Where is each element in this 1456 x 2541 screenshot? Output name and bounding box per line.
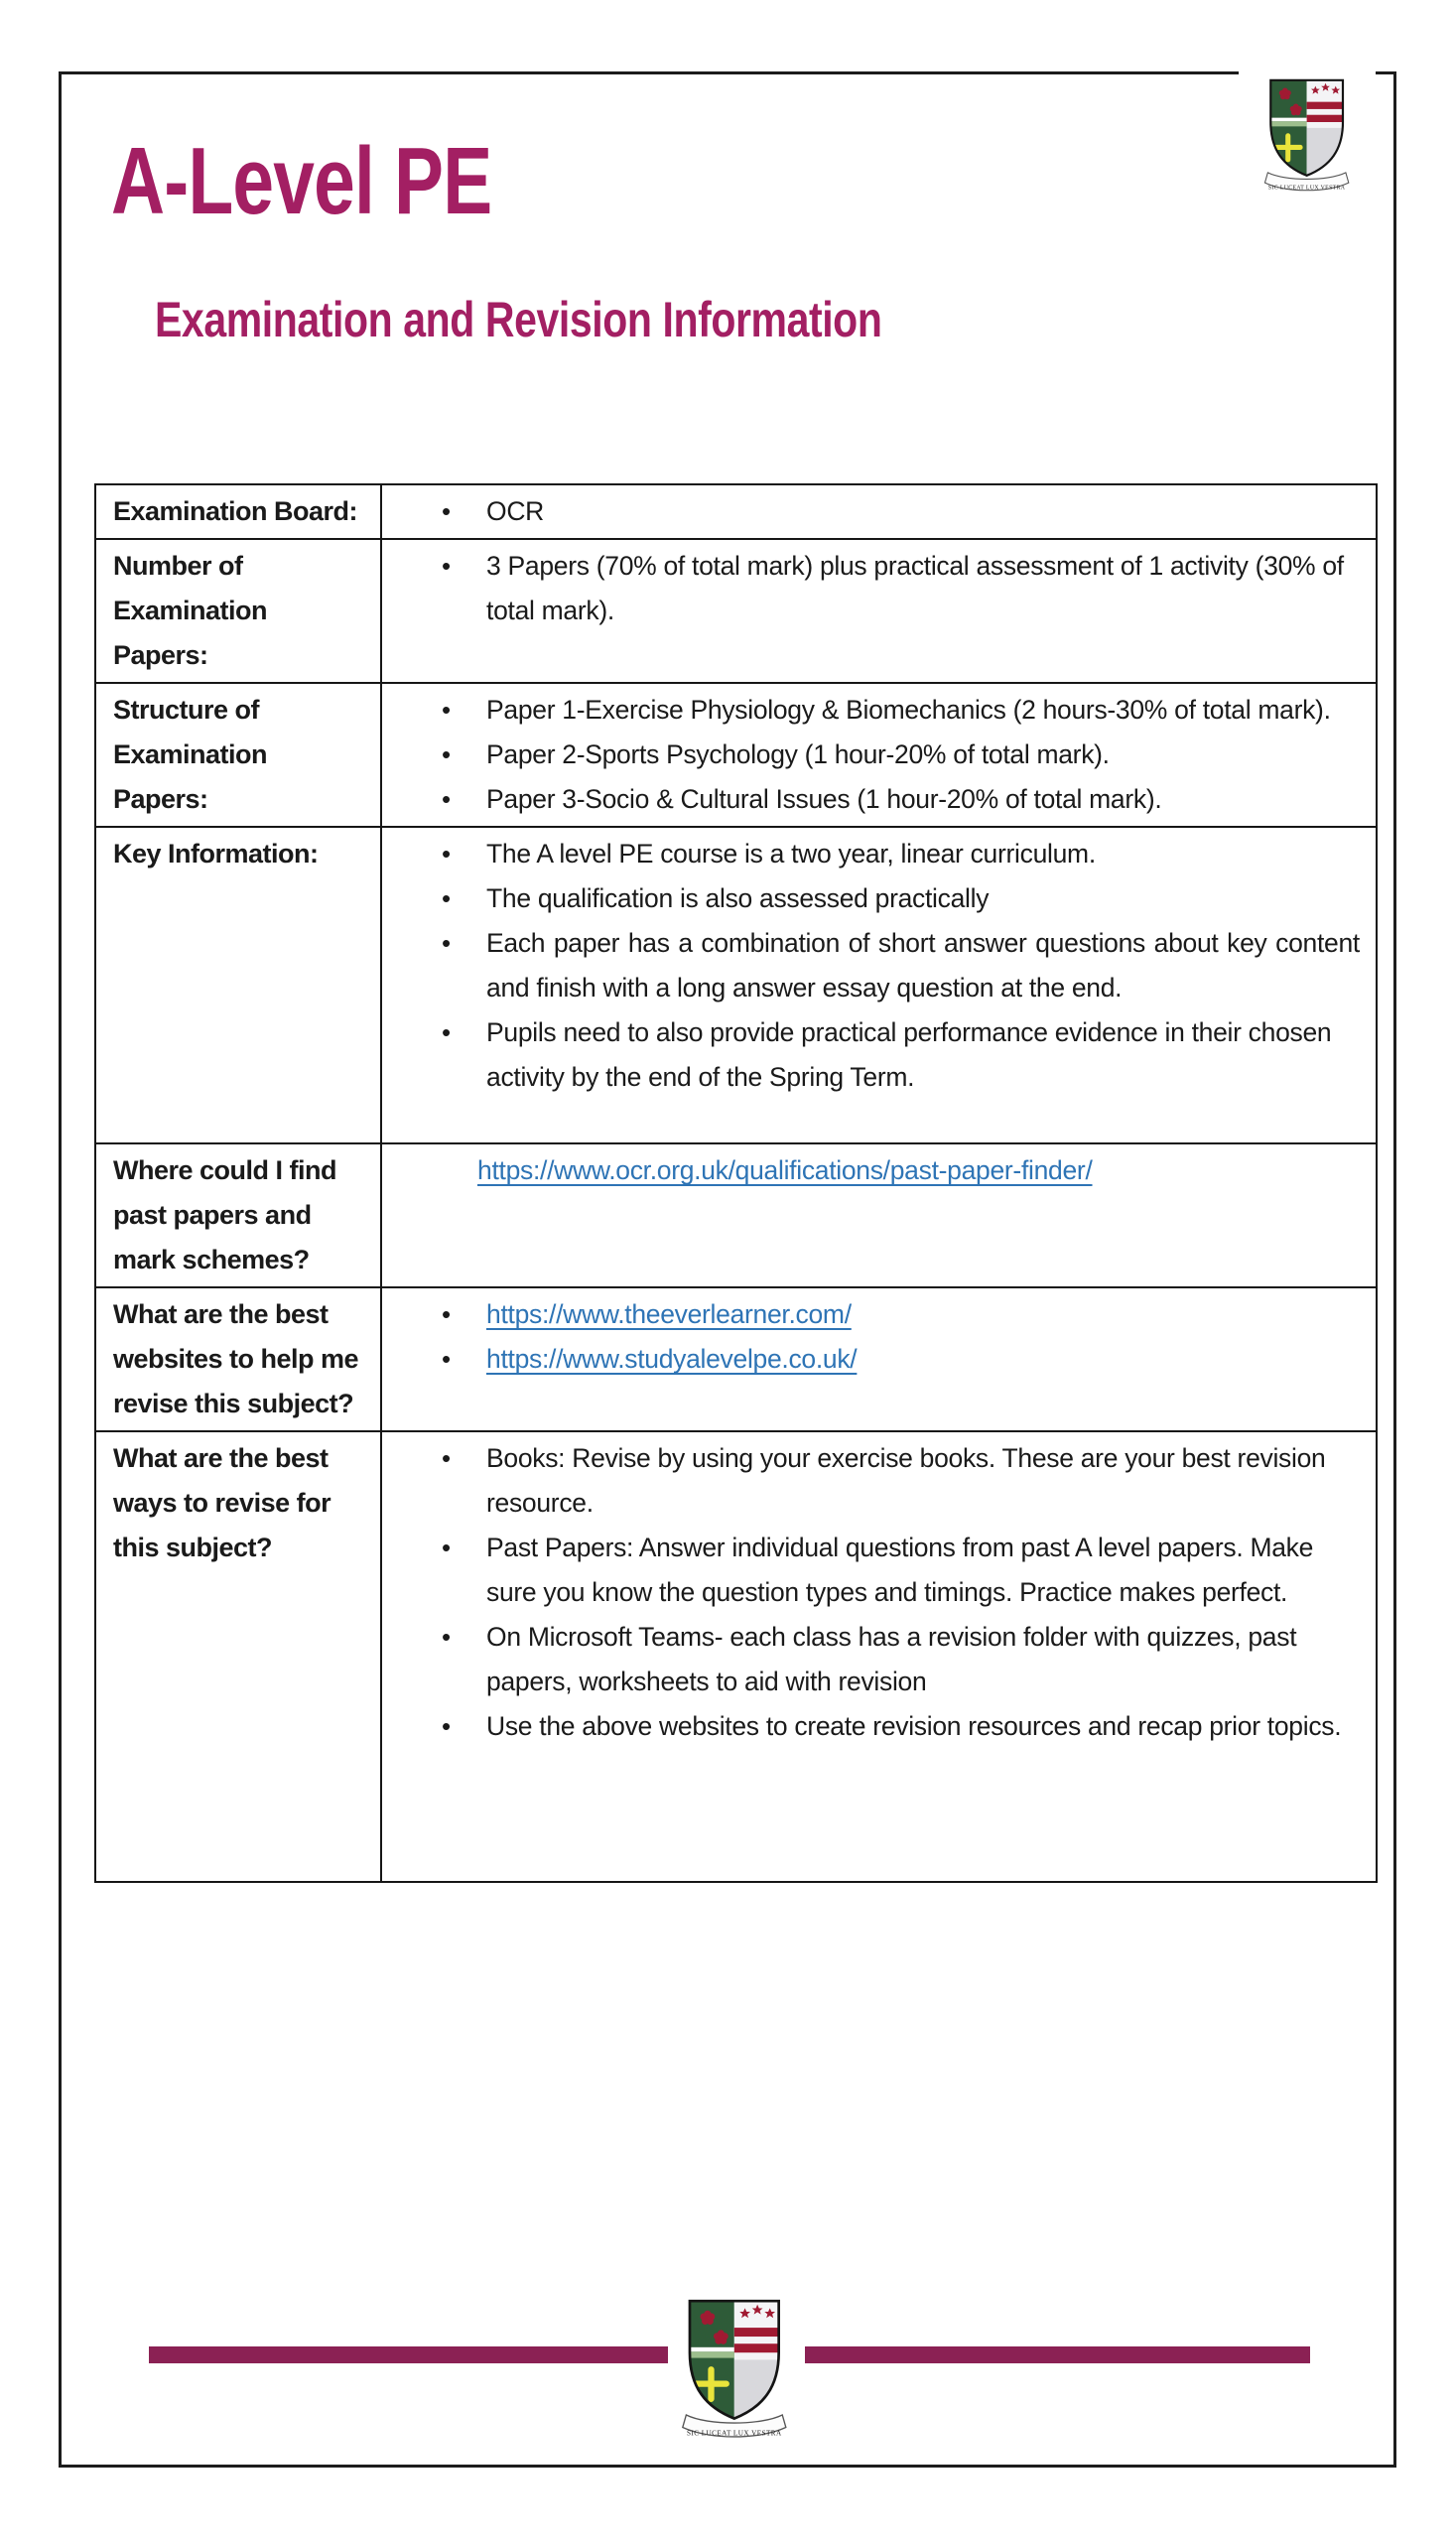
item-text: The A level PE course is a two year, linear curriculum.	[486, 839, 1096, 869]
bullet-icon: •	[442, 1299, 451, 1329]
row-label: What are the best ways to revise for this subject?	[96, 1432, 382, 1881]
page-border-frame	[59, 71, 1396, 2468]
bullet-icon: •	[442, 928, 451, 958]
content-item	[382, 876, 1360, 921]
content-item	[382, 489, 1360, 534]
row-label: Structure of Examination Papers:	[96, 684, 382, 826]
school-crest-footer	[670, 2294, 799, 2443]
hyperlink[interactable]: https://www.theeverlearner.com/	[486, 1299, 852, 1329]
bullet-icon: •	[442, 1443, 451, 1473]
exam-table	[94, 483, 1378, 1883]
bullet-icon: •	[442, 695, 451, 725]
content-item	[382, 1526, 1360, 1615]
content-item	[382, 1148, 1360, 1193]
hyperlink[interactable]: https://www.studyalevelpe.co.uk/	[486, 1344, 858, 1374]
table-row	[96, 485, 1376, 540]
table-row	[96, 684, 1376, 828]
table-row	[96, 828, 1376, 1144]
row-content	[382, 485, 1376, 538]
page-title: A-Level PE	[111, 128, 492, 234]
item-text: OCR	[486, 496, 544, 526]
bullet-icon: •	[442, 739, 451, 769]
item-text: Books: Revise by using your exercise books. These are your best revision resource.	[486, 1443, 1326, 1518]
table-row	[96, 540, 1376, 684]
row-content	[382, 1288, 1376, 1430]
row-content	[382, 684, 1376, 826]
school-crest-header	[1239, 70, 1376, 198]
item-text: Paper 2-Sports Psychology (1 hour-20% of total mark).	[486, 739, 1110, 769]
item-text: Each paper has a combination of short answer questions about key content and finish with a long answer essay question at the end.	[486, 928, 1360, 1003]
hyperlink[interactable]: https://www.ocr.org.uk/qualifications/past-paper-finder/	[477, 1155, 1093, 1185]
table-row	[96, 1432, 1376, 1881]
item-text: The qualification is also assessed practically	[486, 883, 990, 913]
page-subtitle: Examination and Revision Information	[155, 292, 882, 347]
content-item	[382, 688, 1360, 733]
item-text: On Microsoft Teams- each class has a revision folder with quizzes, past papers, worksheets to aid with revision	[486, 1622, 1297, 1696]
content-item	[382, 1436, 1360, 1526]
row-label: What are the best websites to help me revise this subject?	[96, 1288, 382, 1430]
content-item	[382, 832, 1360, 876]
content-item	[382, 921, 1360, 1010]
item-text: Paper 3-Socio & Cultural Issues (1 hour-20% of total mark).	[486, 784, 1162, 814]
content-item	[382, 733, 1360, 777]
content-item	[382, 1010, 1360, 1100]
row-content	[382, 1144, 1376, 1286]
school-crest-icon	[1263, 74, 1350, 194]
bullet-icon: •	[442, 1622, 451, 1652]
bullet-icon: •	[442, 839, 451, 869]
content-item	[382, 1704, 1360, 1749]
bullet-icon: •	[442, 1711, 451, 1741]
bullet-icon: •	[442, 1017, 451, 1047]
row-label: Key Information:	[96, 828, 382, 1142]
row-content	[382, 540, 1376, 682]
row-content	[382, 828, 1376, 1142]
content-item	[382, 1292, 1360, 1337]
row-label: Where could I find past papers and mark schemes?	[96, 1144, 382, 1286]
bullet-icon: •	[442, 883, 451, 913]
item-text: 3 Papers (70% of total mark) plus practical assessment of 1 activity (30% of total mark).	[486, 551, 1344, 625]
footer-bar-right	[805, 2346, 1310, 2363]
school-crest-icon	[681, 2294, 788, 2441]
bullet-icon: •	[442, 1344, 451, 1374]
item-text: Pupils need to also provide practical performance evidence in their chosen activity by the end of the Spring Term.	[486, 1017, 1332, 1092]
table-row	[96, 1144, 1376, 1288]
row-content	[382, 1432, 1376, 1881]
row-label: Number of Examination Papers:	[96, 540, 382, 682]
bullet-icon: •	[442, 784, 451, 814]
content-item	[382, 544, 1360, 633]
content-item	[382, 1337, 1360, 1382]
content-item	[382, 1615, 1360, 1704]
item-text: Use the above websites to create revision resources and recap prior topics.	[486, 1711, 1342, 1741]
item-text: Past Papers: Answer individual questions from past A level papers. Make sure you know the question types and timings. Practice makes perfect.	[486, 1533, 1314, 1607]
content-item	[382, 777, 1360, 822]
bullet-icon: •	[442, 551, 451, 581]
row-label: Examination Board:	[96, 485, 382, 538]
bullet-icon: •	[442, 1533, 451, 1562]
bullet-icon: •	[442, 496, 451, 526]
item-text: Paper 1-Exercise Physiology & Biomechanics (2 hours-30% of total mark).	[486, 695, 1331, 725]
table-row	[96, 1288, 1376, 1432]
footer-bar-left	[149, 2346, 668, 2363]
